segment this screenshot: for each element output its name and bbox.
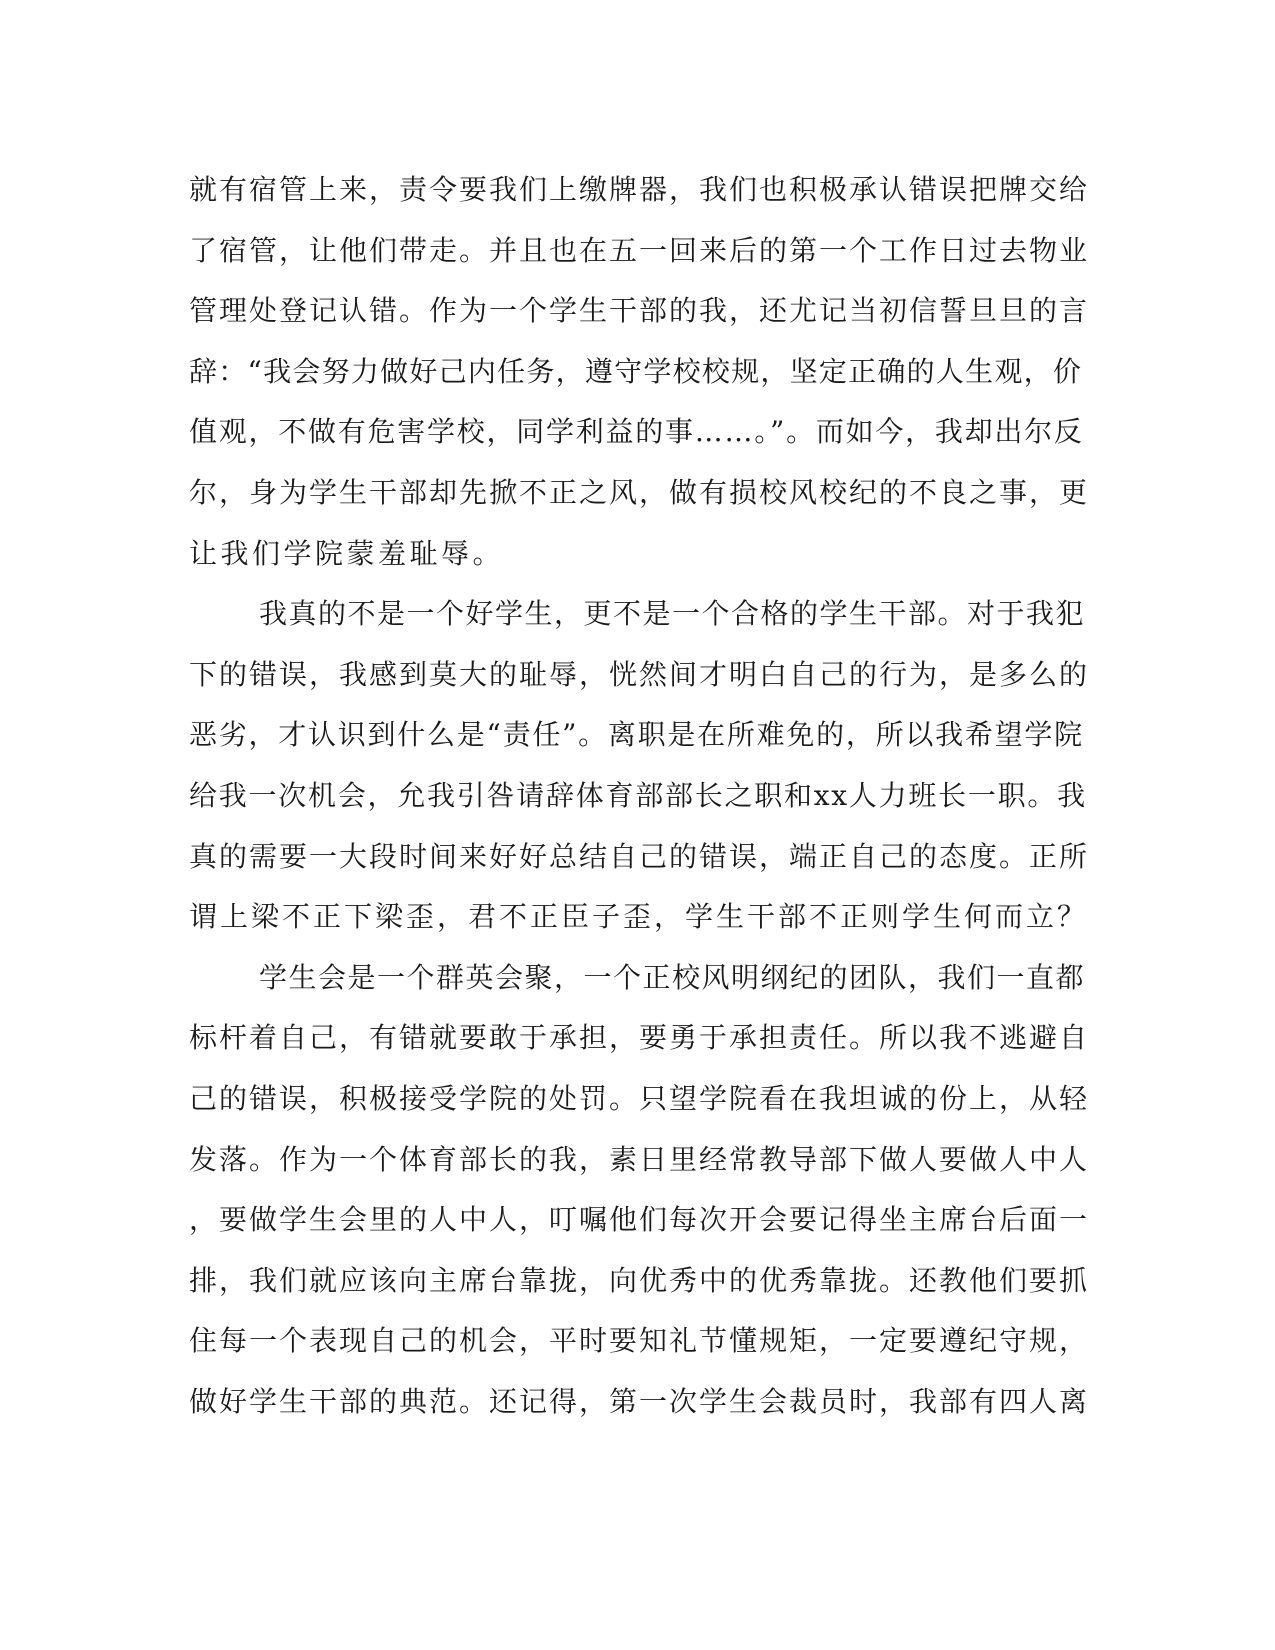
text-line: 让我们学院蒙羞耻辱。: [189, 536, 505, 570]
text-line: 学生会是一个群英会聚，一个正校风明纲纪的团队，我们一直都: [259, 960, 1086, 994]
text-line: 下的错误，我感到莫大的耻辱，恍然间才明白自己的行为，是多么的: [189, 657, 1090, 691]
text-line: ，要做学生会里的人中人，叮嘱他们每次开会要记得坐主席台后面一: [189, 1203, 1090, 1237]
text-line: 尔，身为学生干部却先掀不正之风，做有损校风校纪的不良之事，更: [189, 475, 1090, 509]
text-line: 真的需要一大段时间来好好总结自己的错误，端正自己的态度。正所: [189, 839, 1090, 873]
text-line: 发落。作为一个体育部长的我，素日里经常教导部下做人要做人中人: [189, 1142, 1090, 1176]
body-text: [189, 160, 1089, 1432]
text-line: 了宿管，让他们带走。并且也在五一回来后的第一个工作日过去物业: [189, 233, 1090, 267]
text-line: 做好学生干部的典范。还记得，第一次学生会裁员时，我部有四人离: [189, 1384, 1090, 1418]
text-line: 我真的不是一个好学生，更不是一个合格的学生干部。对于我犯: [259, 597, 1086, 631]
text-line: 管理处登记认错。作为一个学生干部的我，还尤记当初信誓旦旦的言: [189, 294, 1090, 328]
text-line: 住每一个表现自己的机会，平时要知礼节懂规矩，一定要遵纪守规，: [189, 1324, 1090, 1358]
text-line: 己的错误，积极接受学院的处罚。只望学院看在我坦诚的份上，从轻: [189, 1081, 1090, 1115]
text-line: 恶劣，才认识到什么是“责任”。离职是在所难免的，所以我希望学院: [189, 718, 1084, 752]
text-line: 辞：“我会努力做好己内任务，遵守学校校规，坚定正确的人生观，价: [189, 354, 1083, 388]
text-line: 排，我们就应该向主席台靠拢，向优秀中的优秀靠拢。还教他们要抓: [189, 1263, 1090, 1297]
text-line: 值观，不做有危害学校，同学利益的事……。”。而如今，我却出尔反: [189, 415, 1084, 449]
text-line: 谓上梁不正下梁歪，君不正臣子歪，学生干部不正则学生何而立？: [189, 900, 1089, 934]
text-line: 给我一次机会，允我引咎请辞体育部部长之职和xx人力班长一职。我: [189, 778, 1087, 812]
text-line: 就有宿管上来，责令要我们上缴牌器，我们也积极承认错误把牌交给: [189, 173, 1090, 206]
text-line: 标杆着自己，有错就要敢于承担，要勇于承担责任。所以我不逃避自: [189, 1021, 1090, 1055]
